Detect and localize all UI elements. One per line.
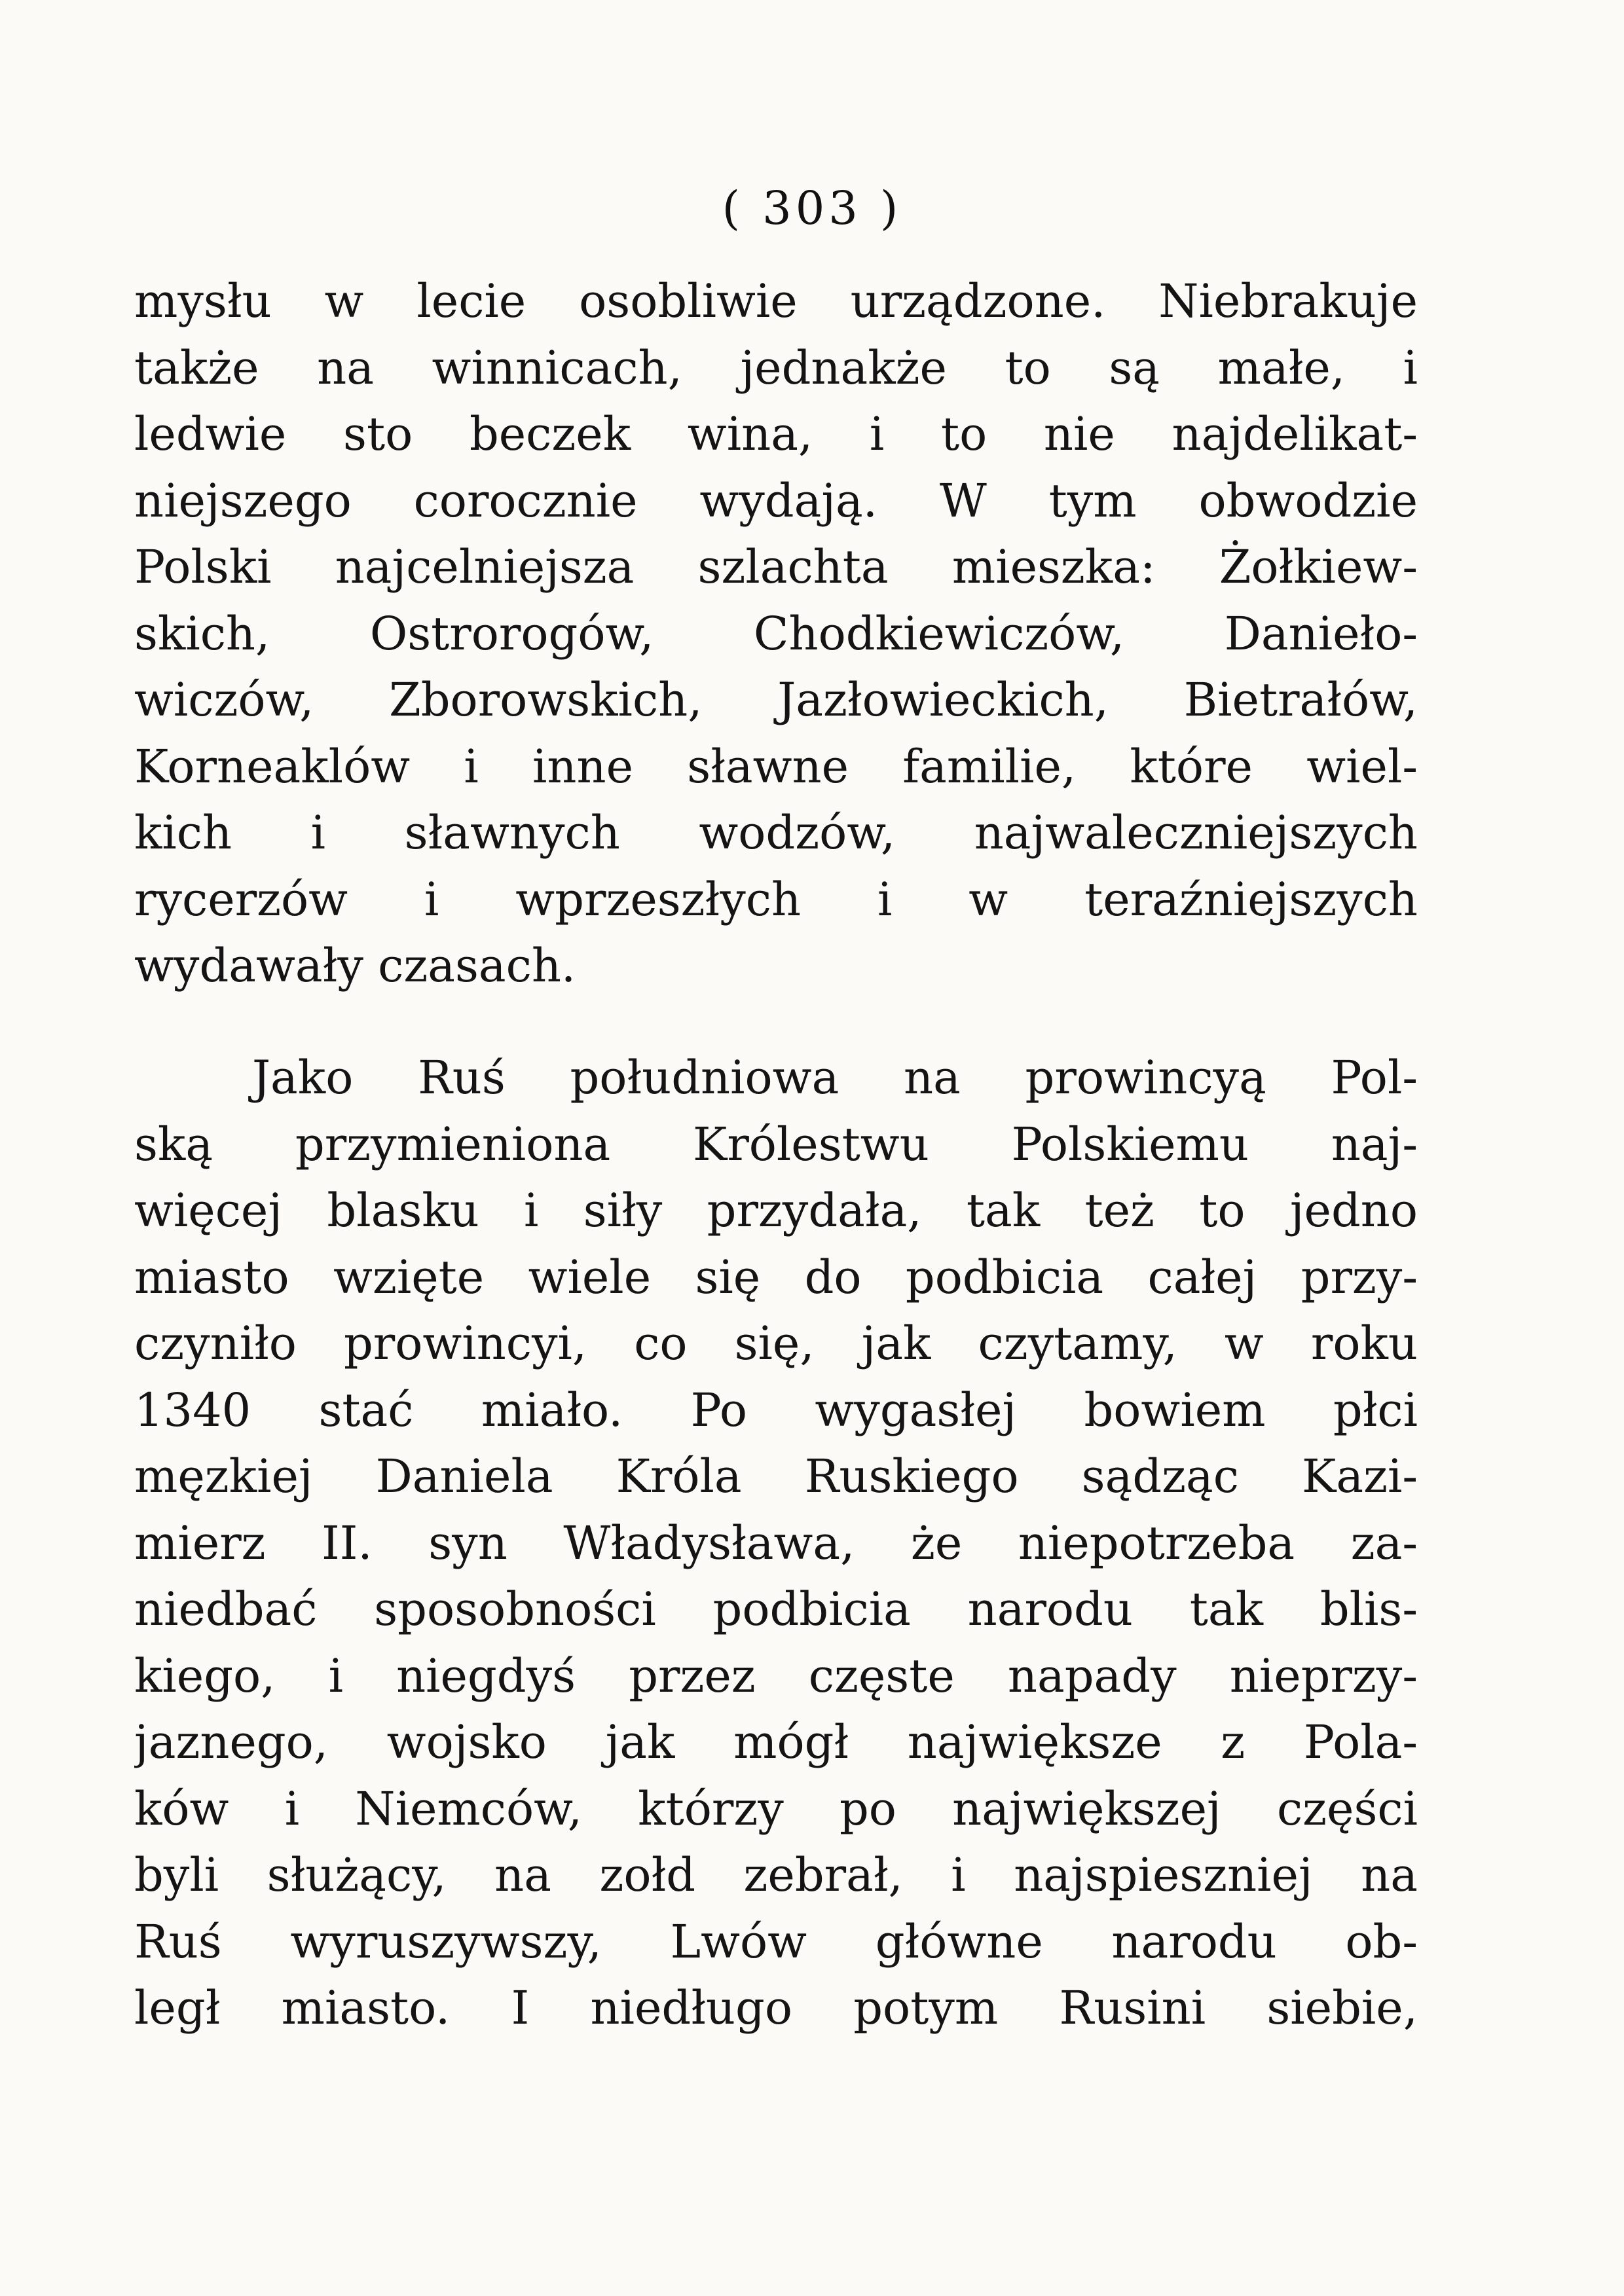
text-line: wiczów, Zborowskich, Jazłowieckich, Bietrałów, (134, 673, 1418, 727)
paragraph-1 (134, 268, 1418, 1000)
text-line: rycerzów i wprzeszłych i w teraźniejszych (134, 872, 1418, 926)
paragraph-2 (134, 1045, 1418, 2042)
text-line: Ruś wyruszywszy, Lwów główne narodu ob- (134, 1914, 1418, 1969)
text-line: więcej blasku i siły przydała, tak też to jedno (134, 1184, 1418, 1237)
text-line: miasto wzięte wiele się do podbicia całej przy- (134, 1250, 1418, 1304)
text-line: ską przymieniona Królestwu Polskiemu naj- (134, 1117, 1418, 1171)
page-number: ( 303 ) (722, 181, 902, 235)
text-line: kich i sławnych wodzów, najwaleczniejszych (134, 806, 1418, 860)
text-line: Korneaklów i inne sławne familie, które wiel- (134, 739, 1418, 793)
text-line: jaznego, wojsko jak mógł największe z Pola- (134, 1715, 1418, 1769)
text-line: także na winnicach, jednakże to są małe, i (134, 340, 1418, 395)
text-line: ledwie sto beczek wina, i to nie najdelikat- (134, 407, 1418, 461)
text-line: mysłu w lecie osobliwie urządzone. Niebrakuje (134, 274, 1418, 328)
text-line: męzkiej Daniela Króla Ruskiego sądząc Kazi- (134, 1449, 1418, 1503)
text-line: niejszego corocznie wydają. W tym obwodzie (134, 473, 1418, 528)
text-line: skich, Ostrorogów, Chodkiewiczów, Danieło- (134, 606, 1418, 661)
text-line: niedbać sposobności podbicia narodu tak blis- (134, 1582, 1418, 1636)
text-line: Jako Ruś południowa na prowincyą Pol- (252, 1051, 1418, 1104)
text-line: kiego, i niegdyś przez częste napady nieprzy- (134, 1649, 1418, 1703)
text-line: czyniło prowincyi, co się, jak czytamy, w roku (134, 1317, 1418, 1370)
text-line: legł miasto. I niedługo potym Rusini siebie, (134, 1981, 1418, 2035)
text-line: ków i Niemców, którzy po największej części (134, 1781, 1418, 1836)
text-line: byli służący, na zołd zebrał, i najspieszniej na (134, 1848, 1418, 1902)
text-line: Polski najcelniejsza szlachta mieszka: Żołkiew- (134, 540, 1418, 594)
text-line: 1340 stać miało. Po wygasłej bowiem płci (134, 1383, 1418, 1437)
text-line: mierz II. syn Władysława, że niepotrzeba za- (134, 1516, 1418, 1570)
text-line: wydawały czasach. (134, 939, 576, 993)
